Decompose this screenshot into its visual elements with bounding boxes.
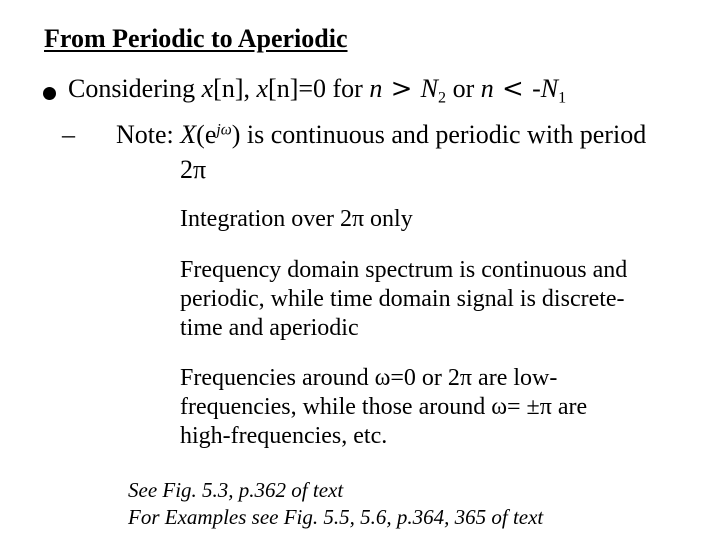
var-n: n bbox=[369, 74, 383, 103]
lt-sign: < bbox=[493, 74, 533, 104]
note-dash: – bbox=[62, 120, 75, 149]
point-line: frequencies, while those around ω= ±π are bbox=[180, 394, 588, 420]
sup-jw: jω bbox=[216, 121, 232, 139]
point-low-high-frequencies bbox=[180, 364, 587, 451]
point-line: Frequency domain spectrum is continuous and bbox=[180, 257, 628, 283]
note-line bbox=[116, 120, 646, 150]
var-n-2: n bbox=[480, 74, 494, 103]
reference-examples: For Examples see Fig. 5.5, 5.6, p.364, 365 of text bbox=[128, 505, 544, 529]
bullet-dot-icon bbox=[43, 87, 56, 100]
paren-open: (e bbox=[196, 120, 217, 149]
note-prefix: Note: bbox=[116, 120, 181, 149]
bullet-lead: Considering bbox=[68, 74, 202, 103]
var-x-2: x bbox=[256, 74, 269, 103]
point-line: high-frequencies, etc. bbox=[180, 423, 388, 449]
sub-1: 1 bbox=[558, 89, 567, 107]
var-X: X bbox=[180, 120, 197, 149]
var-x: x bbox=[201, 74, 214, 103]
bullet-considering bbox=[68, 74, 567, 107]
reference-fig-5-3: See Fig. 5.3, p.362 of text bbox=[128, 478, 344, 502]
sub-2: 2 bbox=[438, 89, 447, 107]
paren-close: ) bbox=[231, 120, 241, 149]
point-line: periodic, while time domain signal is discrete- bbox=[180, 286, 625, 312]
text-or: or bbox=[446, 74, 481, 103]
slide-title: From Periodic to Aperiodic bbox=[44, 24, 348, 53]
point-frequency-domain bbox=[180, 256, 627, 343]
text-n-eq: [n]=0 for bbox=[268, 74, 370, 103]
text-n-bracket: [n], bbox=[213, 74, 257, 103]
point-integration bbox=[180, 205, 413, 234]
point-line: Frequencies around ω=0 or 2π are low- bbox=[180, 365, 558, 391]
note-period: 2π bbox=[180, 155, 207, 184]
var-N: N bbox=[420, 74, 438, 103]
point-line: Integration over 2π only bbox=[180, 206, 413, 232]
point-line: time and aperiodic bbox=[180, 315, 359, 341]
note-rest: is continuous and periodic with period bbox=[240, 120, 647, 149]
gt-sign: > bbox=[382, 74, 421, 104]
var-minus-N: -N bbox=[532, 74, 559, 103]
